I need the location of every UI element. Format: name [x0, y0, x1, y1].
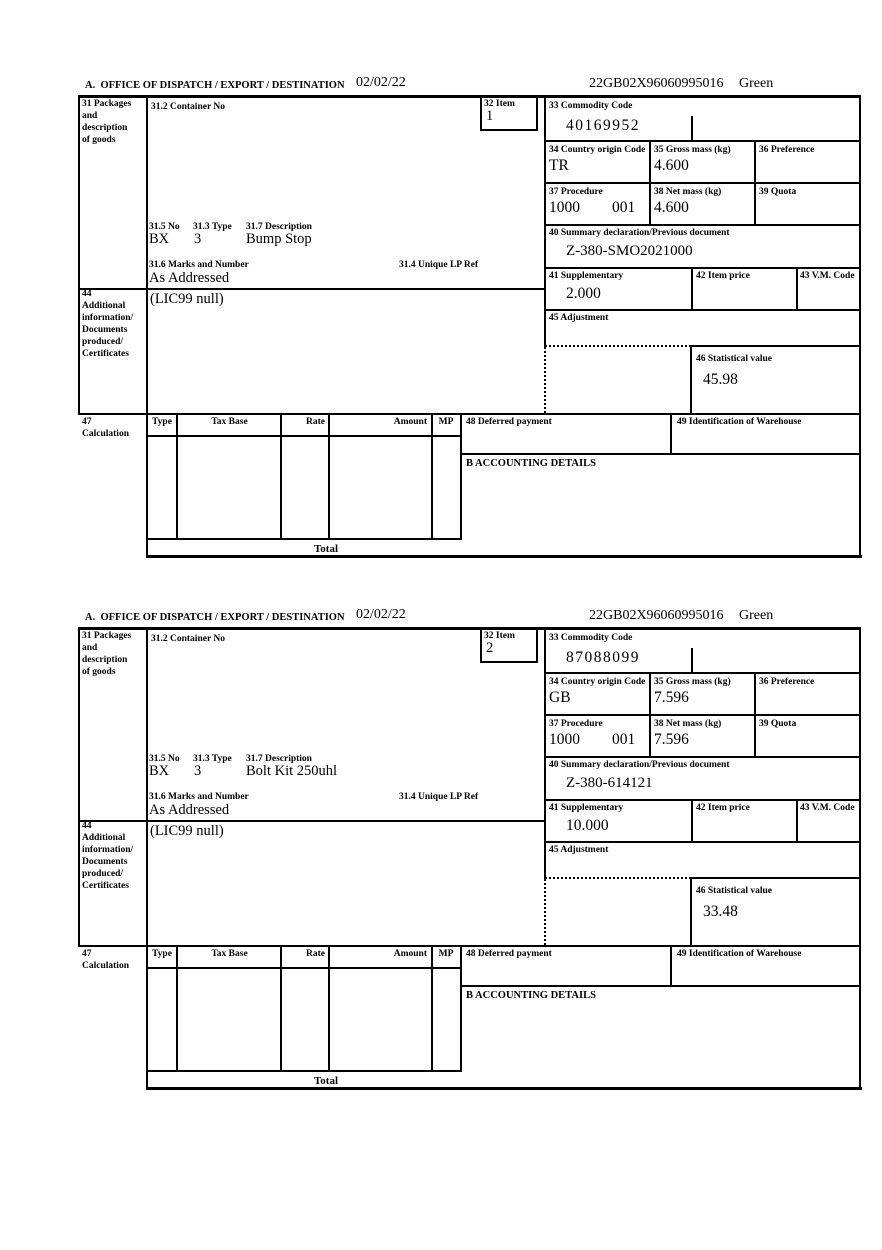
- procedure-value: 1000: [549, 199, 580, 216]
- routing-status: Green: [739, 608, 774, 623]
- box44-label-line6: Certificates: [82, 349, 129, 359]
- vm-code-label: 43 V.M. Code: [800, 803, 855, 813]
- column-header-type: Type: [152, 949, 172, 959]
- warehouse-id-label: 49 Identification of Warehouse: [677, 417, 802, 427]
- description-label: 31.7 Description: [246, 754, 312, 764]
- box37-row-bottom-line: [544, 224, 861, 226]
- country-origin-label: 34 Country origin Code: [549, 145, 646, 155]
- left-dotted-line: [544, 879, 546, 945]
- box31-label: 31 Packages: [82, 99, 132, 109]
- box44-label-line2: Additional: [82, 301, 126, 311]
- commodity-code-divider-tick: [691, 648, 693, 674]
- net-mass-label: 38 Net mass (kg): [654, 719, 722, 729]
- gross-mass-label: 35 Gross mass (kg): [654, 145, 731, 155]
- packages-type-label: 31.3 Type: [193, 754, 232, 764]
- section-a-title: A. OFFICE OF DISPATCH / EXPORT / DESTINATION: [85, 80, 345, 91]
- top-border-line: [78, 627, 861, 630]
- container-no-label: 31.2 Container No: [151, 102, 225, 112]
- packages-type-value: 3: [194, 231, 202, 247]
- marks-number-value: As Addressed: [149, 270, 230, 286]
- accounting-details-label: B ACCOUNTING DETAILS: [466, 990, 596, 1001]
- additional-information-value: (LIC99 null): [150, 291, 224, 307]
- box40-bottom-line: [544, 267, 861, 269]
- gross-mass-value: 7.596: [654, 689, 689, 706]
- item-label: 32 Item: [484, 631, 515, 641]
- box44-label-line4: Documents: [82, 325, 128, 335]
- item-block-1: [0, 72, 882, 567]
- box34-row-bottom-line: [544, 182, 861, 184]
- supplementary-value: 10.000: [566, 817, 609, 834]
- box47-label: 47: [82, 949, 92, 959]
- label-column-line: [146, 627, 148, 1090]
- box34-35-divider: [649, 140, 651, 226]
- column-header-tax-base: Tax Base: [211, 417, 248, 427]
- taxbase-column-line: [280, 945, 282, 1072]
- box46-top-line: [690, 877, 861, 879]
- container-no-label: 31.2 Container No: [151, 634, 225, 644]
- description-label: 31.7 Description: [246, 222, 312, 232]
- box44-label: 44: [82, 289, 92, 299]
- box47-label: 47: [82, 417, 92, 427]
- marks-number-label: 31.6 Marks and Number: [149, 792, 249, 802]
- mp-column-line: [460, 945, 462, 1072]
- column-header-tax-base: Tax Base: [211, 949, 248, 959]
- marks-number-value: As Addressed: [149, 802, 230, 818]
- marks-number-label: 31.6 Marks and Number: [149, 260, 249, 270]
- box35-36-divider: [754, 672, 756, 758]
- box46-top-line: [690, 345, 861, 347]
- entry-reference: 22GB02X96060995016: [589, 608, 724, 623]
- calculation-row-top-line: [78, 945, 861, 947]
- quota-label: 39 Quota: [759, 187, 797, 197]
- box44-label-line5: produced/: [82, 337, 124, 347]
- column-header-rate: Rate: [306, 417, 325, 427]
- packages-type-label: 31.3 Type: [193, 222, 232, 232]
- box44-label-line2: Additional: [82, 833, 126, 843]
- preference-label: 36 Preference: [759, 145, 815, 155]
- box31-label-line3: description: [82, 655, 128, 665]
- box42-43-divider: [796, 267, 798, 311]
- box33-bottom-line: [544, 140, 861, 142]
- box31-label-line3: description: [82, 123, 128, 133]
- mp-column-line: [460, 413, 462, 540]
- box44-label-line4: Documents: [82, 857, 128, 867]
- packages-no-label: 31.5 No: [149, 754, 180, 764]
- box31-label-line4: of goods: [82, 667, 116, 677]
- statistical-value-label: 46 Statistical value: [696, 354, 772, 364]
- box48-49-bottom-line: [460, 985, 861, 987]
- adjustment-label: 45 Adjustment: [549, 313, 609, 323]
- procedure-label: 37 Procedure: [549, 719, 603, 729]
- type-column-line: [176, 413, 178, 540]
- box42-43-divider: [796, 799, 798, 843]
- previous-document-label: 40 Summary declaration/Previous document: [549, 760, 730, 770]
- box44-label-line3: information/: [82, 313, 134, 323]
- table-header-underline: [146, 967, 462, 969]
- statistical-value: 33.48: [703, 903, 738, 920]
- accounting-details-label: B ACCOUNTING DETAILS: [466, 458, 596, 469]
- column-header-type: Type: [152, 417, 172, 427]
- box34-row-bottom-line: [544, 714, 861, 716]
- commodity-code-divider-tick: [691, 116, 693, 142]
- box44-label: 44: [82, 821, 92, 831]
- packages-no-label: 31.5 No: [149, 222, 180, 232]
- table-bottom-line: [146, 538, 462, 540]
- box34-35-divider: [649, 672, 651, 758]
- box44-label-line6: Certificates: [82, 881, 129, 891]
- box44-label-line3: information/: [82, 845, 134, 855]
- procedure-additional-value: 001: [612, 731, 636, 748]
- procedure-value: 1000: [549, 731, 580, 748]
- deferred-payment-label: 48 Deferred payment: [466, 949, 552, 959]
- box31-box44-divider: [78, 820, 546, 822]
- box47-label-line2: Calculation: [82, 961, 129, 971]
- box46-dotted-line: [545, 345, 691, 347]
- net-mass-value: 7.596: [654, 731, 689, 748]
- unique-lp-ref-label: 31.4 Unique LP Ref: [399, 260, 479, 270]
- statistical-value: 45.98: [703, 371, 738, 388]
- taxbase-column-line: [280, 413, 282, 540]
- box31-label-line2: and: [82, 111, 98, 121]
- table-header-underline: [146, 435, 462, 437]
- supplementary-value: 2.000: [566, 285, 601, 302]
- section-a-title: A. OFFICE OF DISPATCH / EXPORT / DESTINATION: [85, 612, 345, 623]
- goods-description-value: Bolt Kit 250uhl: [246, 763, 338, 779]
- entry-reference: 22GB02X96060995016: [589, 76, 724, 91]
- net-mass-value: 4.600: [654, 199, 689, 216]
- box31-label: 31 Packages: [82, 631, 132, 641]
- country-origin-value: GB: [549, 689, 571, 706]
- box41-row-bottom-line: [544, 841, 861, 843]
- column-header-rate: Rate: [306, 949, 325, 959]
- box46-dotted-line: [545, 877, 691, 879]
- right-border-line: [859, 627, 861, 1090]
- deferred-payment-label: 48 Deferred payment: [466, 417, 552, 427]
- supplementary-label: 41 Supplementary: [549, 803, 624, 813]
- routing-status: Green: [739, 76, 774, 91]
- label-column-line: [146, 95, 148, 558]
- item-price-label: 42 Item price: [696, 271, 750, 281]
- additional-information-value: (LIC99 null): [150, 823, 224, 839]
- calculation-row-top-line: [78, 413, 861, 415]
- supplementary-label: 41 Supplementary: [549, 271, 624, 281]
- table-bottom-line: [146, 1070, 462, 1072]
- gross-mass-value: 4.600: [654, 157, 689, 174]
- amount-column-line: [431, 413, 433, 540]
- adjustment-label: 45 Adjustment: [549, 845, 609, 855]
- procedure-label: 37 Procedure: [549, 187, 603, 197]
- box31-label-line4: of goods: [82, 135, 116, 145]
- box31-box44-divider: [78, 288, 546, 290]
- item-block-2: [0, 604, 882, 1099]
- amount-column-line: [431, 945, 433, 1072]
- quota-label: 39 Quota: [759, 719, 797, 729]
- box47-label-line2: Calculation: [82, 429, 129, 439]
- box48-49-bottom-line: [460, 453, 861, 455]
- total-label: Total: [313, 1075, 339, 1087]
- bottom-border-line: [146, 1087, 862, 1090]
- previous-document-label: 40 Summary declaration/Previous document: [549, 228, 730, 238]
- box46-left-line: [690, 877, 692, 947]
- commodity-code-value: 87088099: [566, 649, 640, 666]
- column-header-mp: MP: [438, 417, 454, 427]
- preference-label: 36 Preference: [759, 677, 815, 687]
- country-origin-value: TR: [549, 157, 569, 174]
- box35-36-divider: [754, 140, 756, 226]
- item-number-value: 1: [486, 108, 494, 124]
- box40-bottom-line: [544, 799, 861, 801]
- rate-column-line: [328, 413, 330, 540]
- column-header-amount: Amount: [393, 949, 427, 959]
- country-origin-label: 34 Country origin Code: [549, 677, 646, 687]
- statistical-value-label: 46 Statistical value: [696, 886, 772, 896]
- item-number-value: 2: [486, 640, 494, 656]
- rate-column-line: [328, 945, 330, 1072]
- box41-row-bottom-line: [544, 309, 861, 311]
- net-mass-label: 38 Net mass (kg): [654, 187, 722, 197]
- previous-document-value: Z-380-614121: [566, 775, 653, 791]
- box31-label-line2: and: [82, 643, 98, 653]
- warehouse-id-label: 49 Identification of Warehouse: [677, 949, 802, 959]
- commodity-code-label: 33 Commodity Code: [549, 101, 633, 111]
- type-column-line: [176, 945, 178, 1072]
- item-price-label: 42 Item price: [696, 803, 750, 813]
- left-dotted-line: [544, 347, 546, 413]
- column-header-amount: Amount: [393, 417, 427, 427]
- box46-left-line: [690, 345, 692, 415]
- box37-row-bottom-line: [544, 756, 861, 758]
- box41-42-divider: [691, 799, 693, 843]
- commodity-code-value: 40169952: [566, 117, 640, 134]
- commodity-code-label: 33 Commodity Code: [549, 633, 633, 643]
- packages-no-value: BX: [149, 231, 170, 247]
- box33-bottom-line: [544, 672, 861, 674]
- top-border-line: [78, 95, 861, 98]
- gross-mass-label: 35 Gross mass (kg): [654, 677, 731, 687]
- vm-code-label: 43 V.M. Code: [800, 271, 855, 281]
- item-label: 32 Item: [484, 99, 515, 109]
- bottom-border-line: [146, 555, 862, 558]
- packages-type-value: 3: [194, 763, 202, 779]
- box48-49-divider: [670, 413, 672, 455]
- unique-lp-ref-label: 31.4 Unique LP Ref: [399, 792, 479, 802]
- box44-label-line5: produced/: [82, 869, 124, 879]
- dispatch-date: 02/02/22: [356, 75, 406, 90]
- box48-49-divider: [670, 945, 672, 987]
- right-border-line: [859, 95, 861, 558]
- dispatch-date: 02/02/22: [356, 607, 406, 622]
- left-border-line: [78, 95, 80, 415]
- column-header-mp: MP: [438, 949, 454, 959]
- goods-description-value: Bump Stop: [246, 231, 312, 247]
- box41-42-divider: [691, 267, 693, 311]
- total-label: Total: [313, 543, 339, 555]
- previous-document-value: Z-380-SMO2021000: [566, 243, 693, 259]
- packages-no-value: BX: [149, 763, 170, 779]
- left-border-line: [78, 627, 80, 947]
- procedure-additional-value: 001: [612, 199, 636, 216]
